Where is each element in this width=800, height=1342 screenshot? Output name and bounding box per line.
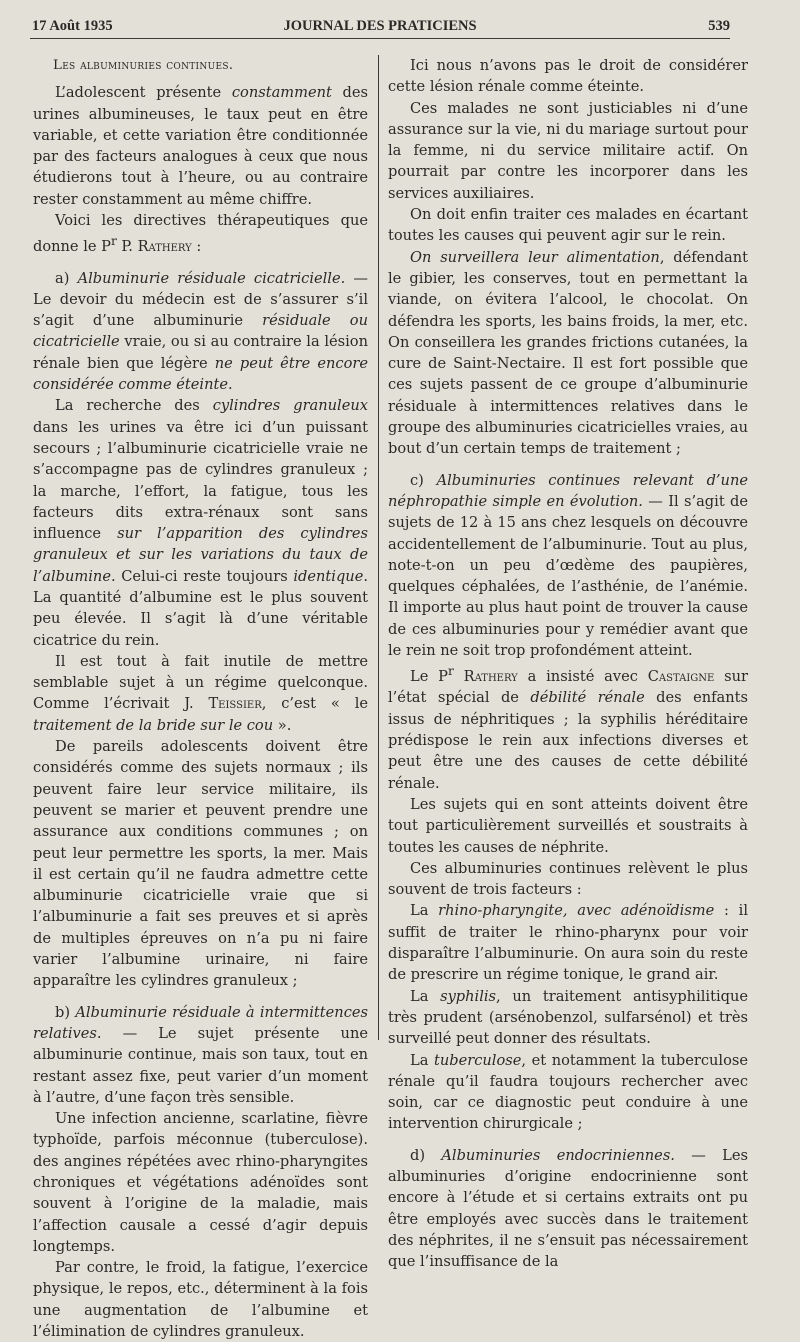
paragraph: Il est tout à fait inutile de mettre semblable sujet à un régime quelconque. Comme l’écrivait J. Teissier, c’est « le traitement de la bride sur le cou ». — [33, 652, 369, 734]
paragraph: Ici nous n’avons pas le droit de considérer cette lésion rénale comme éteinte. — [388, 57, 748, 96]
column-divider — [378, 55, 379, 1040]
paragraph: Le $P^r$ Rathery a insisté avec Castaigne sur l’état spécial de débilité rénale des enfants issus de néphritiques ; la syphilis héréditaire prédispose le rein aux infections diverses et peut être une des causes de cette débilité rénale. — [388, 664, 748, 792]
paragraph: Par contre, le froid, la fatigue, l’exercice physique, le repos, etc., déterminent à la fois une augmentation de l’albumine et l’élimination de cylindres granuleux. — [33, 1259, 368, 1341]
subsection-d: d) Albuminuries endocriniennes. — Les albuminuries d’origine endocrinienne sont encore à l’étude et si certains extraits ont pu être employés avec succès dans le traitement des néphrites, il ne s’ensuit pas nécessairement que l’insuffisance de la — [388, 1146, 748, 1271]
left-column — [33, 55, 369, 1341]
section-title: Les albuminuries continues. — [53, 58, 234, 73]
paragraph: L’adolescent présente constamment des urines albumineuses, le taux peut en être variable, et cette variation être conditionnée par des facteurs analogues à ceux que nous étudierons tout à l’heure, ou au contraire rester constamment au même chiffre. — [33, 84, 368, 208]
paragraph: Une infection ancienne, scarlatine, fièvre typhoïde, parfois méconnue (tuberculose). des angines répétées avec rhino-pharyngites chroniques et végétations adénoïdes sont souvent à l’origine de la maladie, mais l’affection causale a cessé d’agir depuis longtemps. — [33, 1110, 368, 1255]
paragraph: La rhino-pharyngite, avec adénoïdisme : il suffit de traiter le rhino-pharynx pour voir disparaître l’albuminurie. On aura soin du reste de prescrire un régime tonique, le grand air. — [388, 902, 749, 984]
paragraph: La syphilis, un traitement antisyphilitique très prudent (arsénobenzol, sulfarsénol) et très surveillé peut donner des résultats. — [388, 987, 748, 1048]
paragraph: Voici les directives thérapeutiques que donne le $P^r$ P. Rathery : — [33, 212, 368, 256]
header-page-number: 539 — [708, 18, 730, 34]
header-journal-title: JOURNAL DES PRATICIENS — [283, 18, 477, 34]
right-column — [388, 55, 749, 1271]
paragraph: Ces albuminuries continues relèvent le plus souvent de trois facteurs : — [388, 859, 748, 899]
subsection-b: b) Albuminurie résiduale à intermittences relatives. — Le sujet présente une albuminurie continue, mais son taux, tout en restant assez fixe, peut varier d’un moment à l’autre, d’une façon très sensible. — [33, 1003, 368, 1106]
paragraph: On surveillera leur alimentation, défendant le gibier, les conserves, tout en permettant la viande, on évitera l’alcool, le chocolat. On défendra les sports, les bains froids, la mer, etc. On conseillera les grandes frictions cutanées, la cure de Saint-Nectaire. Il est fort possible que ces sujets passent de ce groupe d’albuminurie résiduale à intermittences relatives dans le groupe des albuminuries cicatricielles vraies, au bout d’un certain temps de traitement ; — [388, 248, 749, 458]
paragraph: La tuberculose, et notamment la tuberculose rénale qu’il faudra toujours rechercher avec soin, car ce diagnostic peut conduire à une intervention chirurgicale ; — [388, 1051, 748, 1133]
running-header — [30, 12, 730, 39]
subsection-c: c) Albuminuries continues relevant d’une néphropathie simple en évolution. — Il s’agit de sujets de 12 à 15 ans chez lesquels on découvre accidentellement de l’albuminurie. Tout au plus, note-t-on un peu d’œdème des paupières, quelques céphalées, de l’asthénie, de l’anémie. Il importe au plus haut point de trouver la cause de ces albuminuries pour y remédier avant que le rein ne soit trop profondément atteint. — [388, 471, 748, 660]
paragraph: Ces malades ne sont justiciables ni d’une assurance sur la vie, ni du mariage surtout pour la femme, ni du service militaire actif. On pourrait par contre les incorporer dans les services auxiliaires. — [388, 99, 748, 202]
subsection-a: a) Albuminurie résiduale cicatricielle. — Le devoir du médecin est de s’assurer s’il s’agit d’une albuminurie résiduale ou cicatricielle vraie, ou si au contraire la lésion rénale bien que légère ne peut être encore considérée comme éteinte. — [33, 269, 369, 394]
paragraph: La recherche des cylindres granuleux dans les urines va être ici d’un puissant secours ; l’albuminurie cicatricielle vraie ne s’accompagne pas de cylindres granuleux ; la marche, l’effort, la fatigue, tous les facteurs dits extra-rénaux sont sans influence sur l’apparition des cylindres granuleux et sur les variations du taux de l’albumine. Celui-ci reste toujours identique. La quantité d’albumine est le plus souvent peu élevée. Il s’agit là d’une véritable cicatrice du rein. — [33, 397, 368, 649]
paragraph: De pareils adolescents doivent être considérés comme des sujets normaux ; ils peuvent faire leur service militaire, ils peuvent se marier et peuvent prendre une assurance aux conditions communes ; on peut leur permettre les sports, la mer. Mais il est certain qu’il ne faudra admettre cette albuminurie cicatricielle vraie que si l’albuminurie a fait ses preuves et si après de multiples épreuves on n’a pu ni faire varier l’albumine urinaire, ni faire apparaître les cylindres granuleux ; — [33, 738, 368, 990]
paragraph: Les sujets qui en sont atteints doivent être tout particulièrement surveillés et soustraits à toutes les causes de néphrite. — [388, 795, 748, 856]
header-date: 17 Août 1935 — [32, 18, 113, 34]
paragraph: On doit enfin traiter ces malades en écartant toutes les causes qui peuvent agir sur le rein. — [388, 206, 748, 245]
